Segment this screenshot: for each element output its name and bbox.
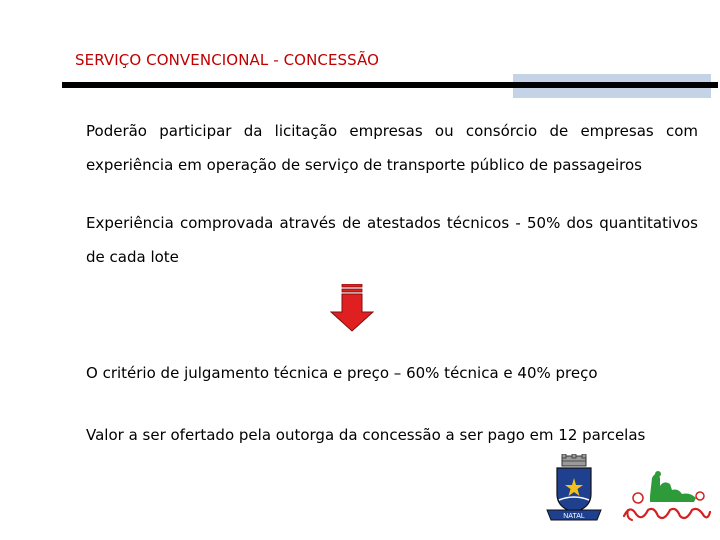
- slide-title: SERVIÇO CONVENCIONAL - CONCESSÃO: [75, 51, 380, 69]
- paragraph-judging-criteria: O critério de julgamento técnica e preço – 60% técnica e 40% preço: [86, 364, 598, 382]
- paragraph-grant-payment: Valor a ser ofertado pela outorga da concessão a ser pago em 12 parcelas: [86, 426, 646, 444]
- paragraph-experience: Experiência comprovada através de atestados técnicos - 50% dos quantitativos de cada lote: [86, 214, 698, 266]
- paragraph-participation: Poderão participar da licitação empresas ou consórcio de empresas com experiência em operação de serviço de transporte público de passageiros: [86, 122, 698, 174]
- tourism-brand-logo-icon: [620, 466, 712, 524]
- title-underline: [62, 82, 718, 88]
- crest-label: NATAL: [563, 513, 585, 520]
- natal-coat-of-arms-icon: [545, 454, 603, 524]
- down-arrow-icon: [330, 284, 374, 332]
